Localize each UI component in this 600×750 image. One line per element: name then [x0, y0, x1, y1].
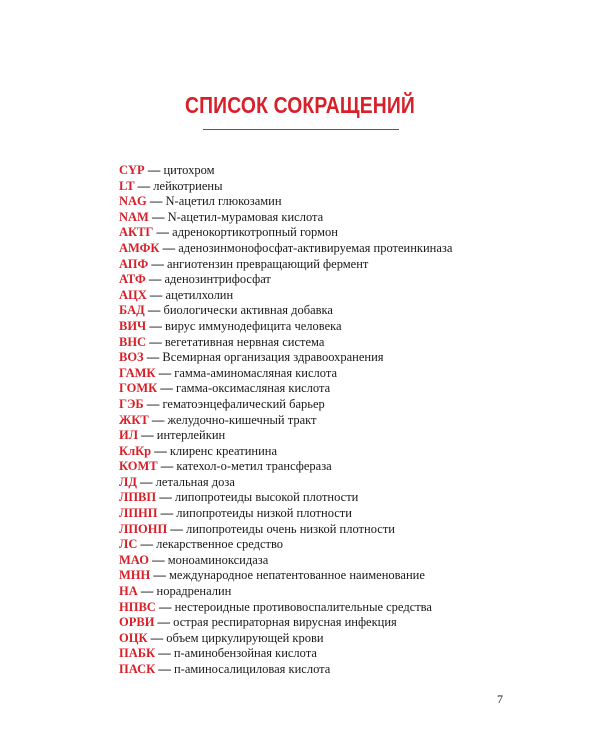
separator: —	[140, 474, 153, 489]
abbreviation: CYP	[119, 163, 145, 177]
separator: —	[156, 225, 170, 240]
definition: ацетилхолин	[165, 287, 234, 302]
list-item	[119, 225, 579, 241]
definition: N-ацетил глюкозамин	[165, 194, 282, 209]
abbreviation: АМФК	[119, 240, 160, 255]
abbreviation: ЛПНП	[119, 506, 158, 521]
abbreviation: ВОЗ	[119, 350, 144, 365]
separator: —	[158, 646, 171, 661]
definition: лейкотриены	[153, 178, 223, 193]
abbreviation: АКТГ	[119, 225, 154, 240]
separator: —	[137, 178, 151, 193]
list-item	[119, 631, 579, 647]
separator: —	[158, 599, 172, 614]
abbreviation: НПВС	[119, 599, 156, 614]
list-item	[119, 428, 579, 444]
separator: —	[151, 209, 165, 224]
definition: острая респираторная вирусная инфекция	[173, 615, 397, 630]
definition: вегетативная нервная система	[164, 334, 325, 349]
list-item	[119, 537, 579, 553]
separator: —	[150, 630, 164, 645]
list-item	[119, 662, 579, 678]
definition: летальная доза	[155, 474, 235, 489]
separator: —	[160, 381, 173, 396]
list-item	[119, 241, 579, 257]
abbreviation: МНН	[119, 568, 151, 583]
abbreviation: БАД	[119, 303, 145, 318]
list-item	[119, 257, 579, 273]
definition: вирус иммунодефицита человека	[164, 318, 342, 333]
separator: —	[160, 506, 174, 521]
abbreviation: КОМТ	[119, 459, 158, 474]
list-item	[119, 335, 579, 351]
definition: ангиотензин превращающий фермент	[166, 256, 369, 271]
abbreviation: NAM	[119, 209, 149, 224]
abbreviation: НА	[119, 584, 138, 599]
definition: моноаминоксидаза	[167, 552, 269, 567]
definition: нестероидные противовоспалительные средства	[174, 599, 432, 614]
list-item	[119, 444, 579, 460]
list-item	[119, 490, 579, 506]
definition: международное непатентованное наименование	[169, 568, 425, 583]
definition: клиренс креатинина	[169, 443, 278, 458]
list-item	[119, 272, 579, 288]
definition: адренокортикотропный гормон	[172, 225, 338, 240]
separator: —	[152, 552, 165, 567]
abbreviation: ПАБК	[119, 646, 156, 661]
separator: —	[149, 194, 163, 209]
abbreviation: АТФ	[119, 272, 146, 287]
definition: объем циркулирующей крови	[166, 630, 324, 645]
list-item	[119, 506, 579, 522]
abbreviation: ИЛ	[119, 428, 139, 443]
separator: —	[149, 287, 163, 302]
definition: гамма-аминомасляная кислота	[174, 365, 338, 380]
separator: —	[159, 490, 172, 505]
list-item	[119, 319, 579, 335]
definition: гамма-оксимасляная кислота	[175, 381, 331, 396]
separator: —	[141, 428, 154, 443]
separator: —	[151, 256, 164, 271]
abbreviation: ВИЧ	[119, 318, 147, 333]
separator: —	[149, 334, 162, 349]
definition: липопротеиды высокой плотности	[174, 490, 359, 505]
separator: —	[147, 163, 161, 177]
page-title: СПИСОК СОКРАЩЕНИЙ	[185, 92, 415, 118]
abbreviation: ЛПОНП	[119, 521, 168, 536]
definition: цитохром	[163, 163, 215, 177]
separator: —	[147, 303, 161, 318]
separator: —	[140, 584, 154, 599]
separator: —	[154, 443, 167, 458]
list-item	[119, 366, 579, 382]
separator: —	[158, 365, 172, 380]
list-item	[119, 350, 579, 366]
definition: норадреналин	[156, 584, 232, 599]
list-item	[119, 600, 579, 616]
list-item	[119, 179, 579, 195]
list-item	[119, 288, 579, 304]
list-item	[119, 584, 579, 600]
abbreviation: LT	[119, 178, 135, 193]
definition: лекарственное средство	[156, 537, 284, 552]
abbreviation: МАО	[119, 552, 149, 567]
abbreviation: ГАМК	[119, 365, 156, 380]
definition: биологически активная добавка	[163, 303, 333, 318]
separator: —	[149, 318, 162, 333]
abbreviation: ЛПВП	[119, 490, 157, 505]
definition: гематоэнцефалический барьер	[162, 396, 325, 411]
list-item	[119, 210, 579, 226]
list-item	[119, 522, 579, 538]
abbreviation: ГОМК	[119, 381, 158, 396]
separator: —	[151, 412, 165, 427]
definition: аденозинмонофосфат-активируемая протеинкиназа	[178, 240, 453, 255]
abbreviation: ВНС	[119, 334, 147, 349]
abbreviation: ГЭБ	[119, 396, 144, 411]
list-item	[119, 615, 579, 631]
separator: —	[153, 568, 166, 583]
separator: —	[158, 662, 171, 676]
definition: липопротеиды низкой плотности	[176, 506, 352, 521]
list-item	[119, 646, 579, 662]
separator: —	[140, 537, 153, 552]
separator: —	[146, 396, 160, 411]
separator: —	[157, 615, 171, 630]
abbreviation: ЖКТ	[119, 412, 149, 427]
list-item	[119, 459, 579, 475]
abbreviation-list	[119, 163, 579, 678]
definition: катехол-о-метил трансфераза	[176, 459, 332, 474]
list-item	[119, 413, 579, 429]
abbreviation: ПАСК	[119, 662, 156, 676]
definition: интерлейкин	[156, 428, 226, 443]
definition: липопротеиды очень низкой плотности	[185, 521, 395, 536]
abbreviation: КлКр	[119, 443, 152, 458]
list-item	[119, 553, 579, 569]
list-item	[119, 194, 579, 210]
definition: желудочно-кишечный тракт	[167, 412, 317, 427]
list-item	[119, 397, 579, 413]
list-item	[119, 163, 579, 179]
abbreviation: ЛД	[119, 474, 137, 489]
title-underline	[203, 129, 399, 130]
definition: N-ацетил-мурамовая кислота	[167, 209, 324, 224]
list-item	[119, 475, 579, 491]
list-item	[119, 303, 579, 319]
list-item	[119, 381, 579, 397]
page-number: 7	[497, 692, 503, 706]
definition: Всемирная организация здравоохранения	[162, 350, 384, 365]
definition: п-аминобензойная кислота	[173, 646, 317, 661]
abbreviation: ОЦК	[119, 630, 148, 645]
separator: —	[160, 459, 174, 474]
abbreviation: NAG	[119, 194, 147, 209]
list-item	[119, 568, 579, 584]
separator: —	[146, 350, 160, 365]
abbreviation: АЦХ	[119, 287, 147, 302]
separator: —	[162, 240, 176, 255]
abbreviation: АПФ	[119, 256, 149, 271]
separator: —	[170, 521, 183, 536]
separator: —	[148, 272, 162, 287]
abbreviation: ОРВИ	[119, 615, 155, 630]
definition: аденозинтрифосфат	[164, 272, 271, 287]
definition: п-аминосалициловая кислота	[173, 662, 331, 676]
abbreviation: ЛС	[119, 537, 138, 552]
